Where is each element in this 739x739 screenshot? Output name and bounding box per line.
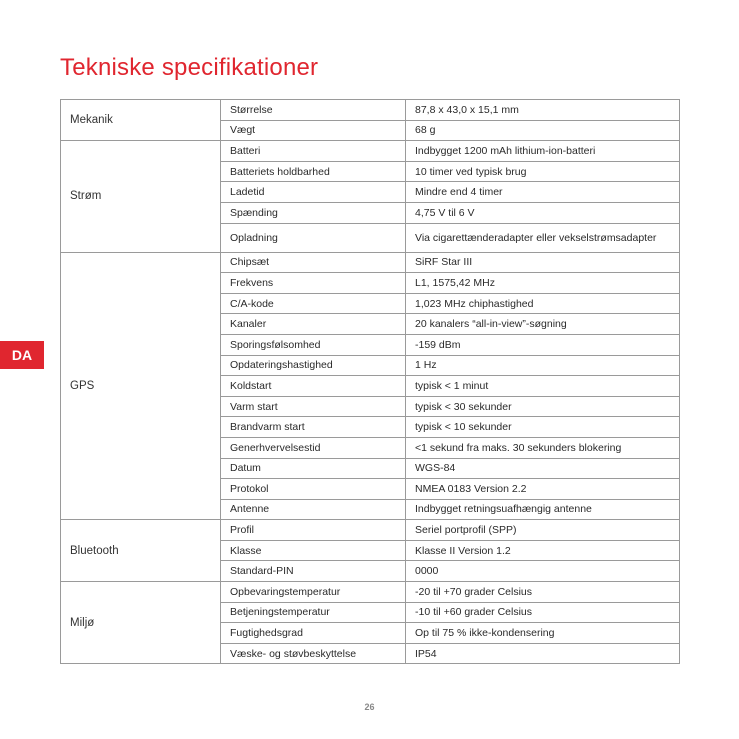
spec-label: Datum: [221, 458, 406, 479]
spec-value: 20 kanalers “all-in-view”-søgning: [406, 314, 680, 335]
spec-value: NMEA 0183 Version 2.2: [406, 479, 680, 500]
spec-label: Opbevaringstemperatur: [221, 582, 406, 603]
spec-value: WGS-84: [406, 458, 680, 479]
spec-row: [61, 100, 680, 121]
spec-label: Batteriets holdbarhed: [221, 161, 406, 182]
spec-value: Op til 75 % ikke-kondensering: [406, 623, 680, 644]
spec-value: 10 timer ved typisk brug: [406, 161, 680, 182]
spec-value: Mindre end 4 timer: [406, 182, 680, 203]
spec-value: -159 dBm: [406, 334, 680, 355]
spec-value: 1,023 MHz chiphastighed: [406, 293, 680, 314]
spec-label: Antenne: [221, 499, 406, 520]
spec-value: -20 til +70 grader Celsius: [406, 582, 680, 603]
spec-label: Varm start: [221, 396, 406, 417]
spec-label: Sporingsfølsomhed: [221, 334, 406, 355]
spec-label: Koldstart: [221, 376, 406, 397]
spec-label: Opladning: [221, 223, 406, 252]
spec-value: Indbygget 1200 mAh lithium-ion-batteri: [406, 141, 680, 162]
spec-label: Batteri: [221, 141, 406, 162]
spec-value: SiRF Star III: [406, 252, 680, 273]
spec-value: Seriel portprofil (SPP): [406, 520, 680, 541]
spec-group-name: Miljø: [61, 582, 221, 664]
spec-label: C/A-kode: [221, 293, 406, 314]
spec-label: Profil: [221, 520, 406, 541]
spec-row: [61, 141, 680, 162]
spec-label: Størrelse: [221, 100, 406, 121]
spec-label: Ladetid: [221, 182, 406, 203]
spec-label: Vægt: [221, 120, 406, 141]
spec-row: [61, 520, 680, 541]
spec-label: Betjeningstemperatur: [221, 602, 406, 623]
spec-value: typisk < 30 sekunder: [406, 396, 680, 417]
spec-label: Standard-PIN: [221, 561, 406, 582]
spec-value: -10 til +60 grader Celsius: [406, 602, 680, 623]
spec-label: Opdateringshastighed: [221, 355, 406, 376]
spec-value: 1 Hz: [406, 355, 680, 376]
spec-label: Generhvervelsestid: [221, 437, 406, 458]
spec-value: Indbygget retningsuafhængig antenne: [406, 499, 680, 520]
spec-label: Protokol: [221, 479, 406, 500]
spec-label: Fugtighedsgrad: [221, 623, 406, 644]
spec-label: Chipsæt: [221, 252, 406, 273]
spec-value: 68 g: [406, 120, 680, 141]
spec-value: IP54: [406, 643, 680, 664]
spec-label: Frekvens: [221, 273, 406, 294]
spec-value: L1, 1575,42 MHz: [406, 273, 680, 294]
spec-value: Klasse II Version 1.2: [406, 540, 680, 561]
spec-label: Væske- og støvbeskyttelse: [221, 643, 406, 664]
spec-group-name: Mekanik: [61, 100, 221, 141]
spec-group-name: GPS: [61, 252, 221, 520]
spec-group-name: Strøm: [61, 141, 221, 252]
language-tab: DA: [0, 341, 44, 369]
spec-value: 4,75 V til 6 V: [406, 202, 680, 223]
spec-label: Spænding: [221, 202, 406, 223]
page-title: Tekniske specifikationer: [60, 54, 319, 81]
spec-row: [61, 582, 680, 603]
page-number: 26: [364, 702, 375, 712]
spec-value: typisk < 1 minut: [406, 376, 680, 397]
spec-value: Via cigarettænderadapter eller vekselstrømsadapter: [406, 223, 680, 252]
spec-label: Kanaler: [221, 314, 406, 335]
spec-value: typisk < 10 sekunder: [406, 417, 680, 438]
spec-group-name: Bluetooth: [61, 520, 221, 582]
spec-row: [61, 252, 680, 273]
spec-label: Brandvarm start: [221, 417, 406, 438]
spec-table: [60, 99, 680, 664]
spec-value: <1 sekund fra maks. 30 sekunders blokering: [406, 437, 680, 458]
spec-label: Klasse: [221, 540, 406, 561]
spec-value: 0000: [406, 561, 680, 582]
spec-value: 87,8 x 43,0 x 15,1 mm: [406, 100, 680, 121]
